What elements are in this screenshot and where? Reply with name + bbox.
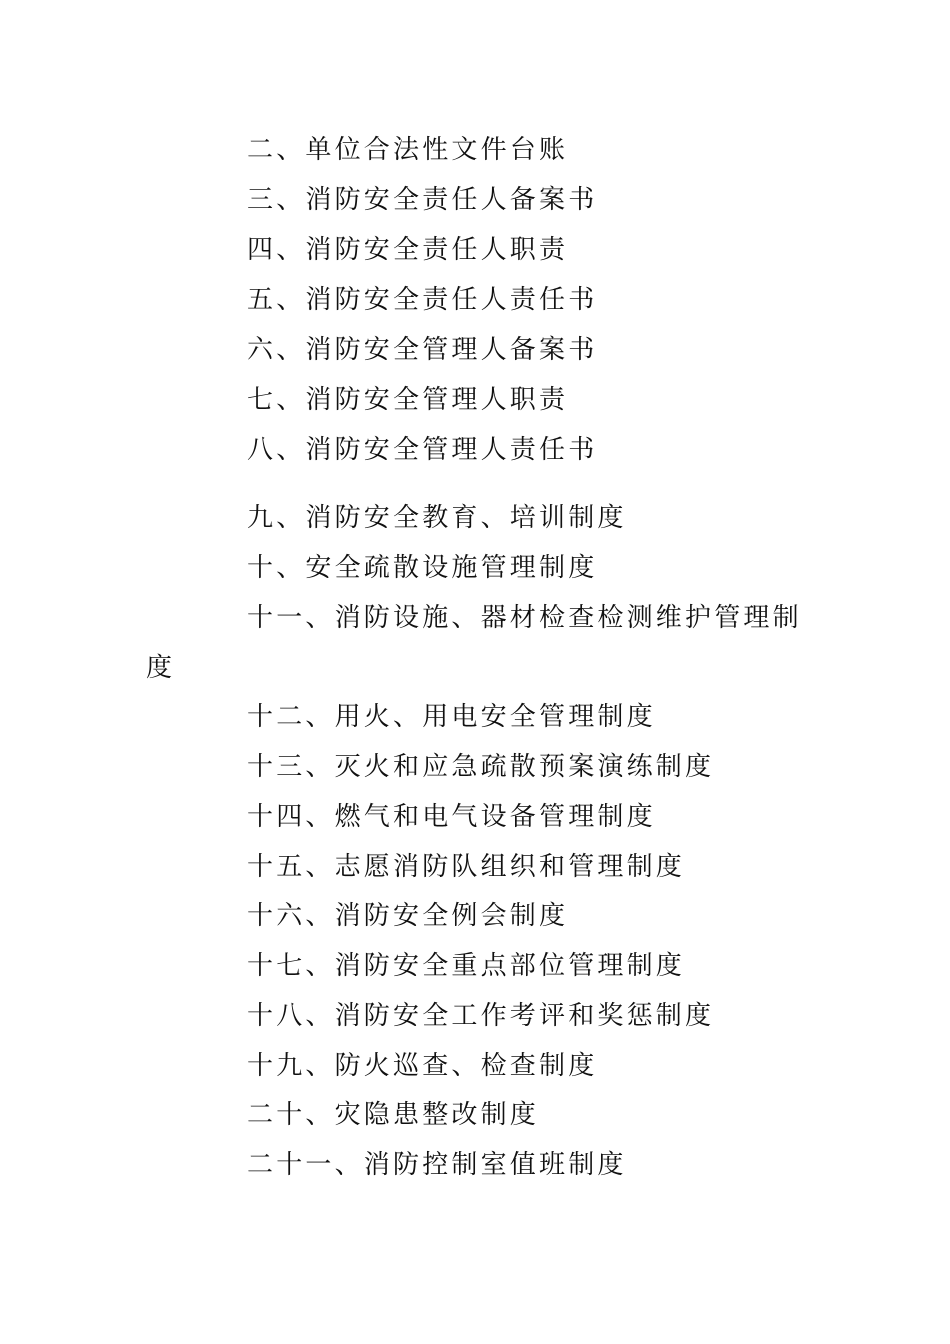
- toc-item: 十五、志愿消防队组织和管理制度: [247, 852, 686, 882]
- toc-item: 二十一、消防控制室值班制度: [247, 1150, 627, 1180]
- toc-item: 二十、灾隐患整改制度: [247, 1100, 540, 1130]
- toc-item: 二、单位合法性文件台账: [247, 135, 569, 165]
- toc-item: 九、消防安全教育、培训制度: [247, 503, 627, 533]
- toc-item: 七、消防安全管理人职责: [247, 385, 569, 415]
- toc-item: 六、消防安全管理人备案书: [247, 335, 598, 365]
- toc-item: 十六、消防安全例会制度: [247, 901, 569, 931]
- toc-item: 十九、防火巡查、检查制度: [247, 1051, 598, 1081]
- toc-item: 八、消防安全管理人责任书: [247, 435, 598, 465]
- toc-item: 三、消防安全责任人备案书: [247, 185, 598, 215]
- toc-item: 四、消防安全责任人职责: [247, 235, 569, 265]
- toc-item: 十三、灭火和应急疏散预案演练制度: [247, 752, 715, 782]
- toc-item: 十七、消防安全重点部位管理制度: [247, 951, 686, 981]
- toc-item: 十二、用火、用电安全管理制度: [247, 702, 656, 732]
- toc-item-continuation: 度: [146, 653, 173, 683]
- toc-item: 十八、消防安全工作考评和奖惩制度: [247, 1001, 715, 1031]
- toc-item: 十、安全疏散设施管理制度: [247, 553, 598, 583]
- toc-item: 十四、燃气和电气设备管理制度: [247, 802, 656, 832]
- toc-item: 五、消防安全责任人责任书: [247, 285, 598, 315]
- toc-item: 十一、消防设施、器材检查检测维护管理制: [247, 603, 802, 633]
